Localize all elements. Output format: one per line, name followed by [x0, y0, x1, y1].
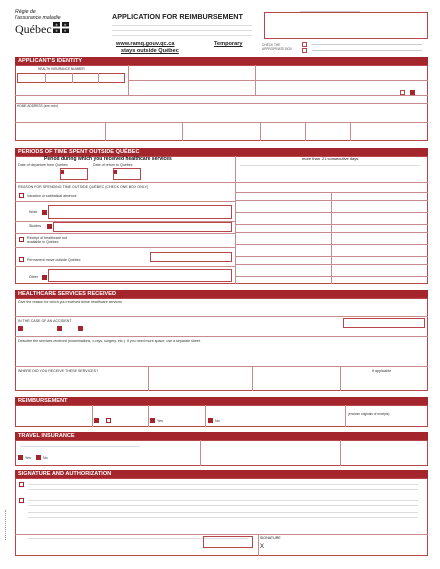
reason-label: REASON FOR SPENDING TIME OUTSIDE QUÉBEC (CHECK ONE BOX ONLY)	[18, 185, 149, 189]
departure-date-field[interactable]	[60, 168, 88, 180]
reason-studies-checkbox[interactable]	[47, 224, 52, 229]
reimb-yes-label: Yes	[157, 419, 163, 423]
reason-work-checkbox[interactable]	[42, 210, 47, 215]
reimbursement-block	[15, 405, 428, 427]
other-detail-field[interactable]	[48, 269, 232, 282]
period-heading: Period during which you received healthcare services	[44, 156, 172, 162]
flag-icon	[53, 22, 69, 33]
section-periods-header: PERIODS OF TIME SPENT OUTSIDE QUÉBEC	[15, 148, 428, 156]
signature-field[interactable]	[268, 541, 425, 553]
reason-vacation-checkbox[interactable]	[19, 193, 24, 198]
svg-text:⚜: ⚜	[55, 23, 59, 27]
svg-text:⚜: ⚜	[55, 29, 59, 33]
reason-permanent-checkbox[interactable]	[19, 257, 24, 262]
more-than-label: more than	[302, 156, 321, 161]
sex-checkbox-fill	[410, 90, 415, 95]
reimb-no-label: No	[215, 419, 220, 423]
section-reimbursement-header: REIMBURSEMENT	[15, 397, 428, 405]
departure-label: Date of departure from Québec	[18, 163, 68, 167]
auth-checkbox-1[interactable]	[19, 482, 24, 487]
sex-checkbox[interactable]	[400, 90, 405, 95]
signature-label: SIGNATURE	[260, 536, 281, 540]
section-identity-header: APPLICANT'S IDENTITY	[15, 57, 428, 65]
section-services-header: HEALTHCARE SERVICES RECEIVED	[15, 290, 428, 298]
reason-vacation-label: Vacation or sabbatical absence	[27, 194, 77, 198]
travel-yes-label: Yes	[25, 456, 31, 460]
org-name-line1: Régie de	[15, 9, 36, 15]
info-title-line1[interactable]: Temporary	[214, 41, 243, 47]
studies-detail-field[interactable]	[53, 222, 232, 232]
services-block	[15, 298, 428, 391]
departure-badge	[61, 170, 64, 174]
reimb-yes-checkbox-a[interactable]	[94, 418, 99, 423]
reason-receipt-label-1: Receipt of healthcare not	[27, 236, 67, 240]
reimb-yes-checkbox-b[interactable]	[150, 418, 155, 423]
section-travel-header: TRAVEL INSURANCE	[15, 432, 428, 440]
reason-studies-label: Studies	[29, 224, 41, 228]
web-link[interactable]: www.ramq.gouv.qc.ca	[116, 41, 175, 47]
accident-type-checkbox-1[interactable]	[18, 326, 23, 331]
svg-text:⚜: ⚜	[63, 29, 67, 33]
reason-other-checkbox[interactable]	[42, 275, 47, 280]
reimb-no-checkbox-a[interactable]	[106, 418, 111, 423]
reason-work-label: Work	[29, 210, 38, 214]
if-applicable-label: If applicable	[372, 369, 392, 373]
svg-text:⚜: ⚜	[63, 23, 67, 27]
reason-permanent-label: Permanent move outside Québec	[27, 258, 81, 262]
check-box-label: CHECK THE APPROPRIATE BOX	[262, 43, 293, 51]
option-box-b	[302, 48, 307, 53]
accident-label: IN THE CASE OF AN ACCIDENT	[18, 319, 72, 323]
travel-no-label: No	[43, 456, 48, 460]
option-box-a	[302, 42, 307, 47]
section-signature-header: SIGNATURE AND AUTHORIZATION	[15, 470, 428, 478]
office-use-box	[264, 12, 428, 39]
accident-date-field[interactable]	[343, 318, 425, 328]
return-label: Date of return to Québec	[93, 163, 133, 167]
travel-yes-checkbox[interactable]	[18, 455, 23, 460]
reason-receipt-label-2: available in Québec	[27, 240, 59, 244]
days-note-label: 21 consecutive days	[322, 156, 359, 161]
accident-type-checkbox-3[interactable]	[78, 326, 83, 331]
health-number-field[interactable]	[17, 73, 125, 83]
signature-x-mark: X	[260, 544, 265, 550]
reason-receipt-checkbox[interactable]	[19, 237, 24, 242]
org-name-line2: l'assurance maladie	[15, 15, 61, 21]
home-address-label: HOME ADDRESS (see over)	[17, 104, 58, 108]
auth-checkbox-2[interactable]	[19, 498, 24, 503]
sign-date-field[interactable]	[203, 536, 253, 548]
reason-other-label: Other	[29, 275, 38, 279]
travel-block	[15, 440, 428, 466]
permanent-date-field[interactable]	[150, 252, 232, 262]
province-wordmark: Québec	[15, 22, 52, 36]
health-number-label: HEALTH INSURANCE NUMBER	[38, 67, 85, 71]
reimb-yes-checkbox-c[interactable]	[208, 418, 213, 423]
reimb-receipts-label: (enclose originals of receipts)	[348, 412, 390, 416]
where-label: WHERE DID YOU RECEIVE THESE SERVICES?	[18, 369, 99, 373]
work-detail-field[interactable]	[48, 205, 232, 219]
return-date-field[interactable]	[113, 168, 141, 180]
travel-no-checkbox[interactable]	[36, 455, 41, 460]
form-code-vertical	[5, 510, 9, 540]
describe-label: Describe the services received (examinations, x-rays, surgery, etc.). If you need more space, use a separate sheet.	[18, 339, 201, 343]
return-badge	[114, 170, 117, 174]
info-title-line2[interactable]: stays outside Québec	[121, 48, 179, 54]
give-reason-label: Give the reason for which you received these healthcare services	[18, 300, 122, 304]
accident-type-checkbox-2[interactable]	[57, 326, 62, 331]
form-title: APPLICATION FOR REIMBURSEMENT	[112, 12, 243, 21]
